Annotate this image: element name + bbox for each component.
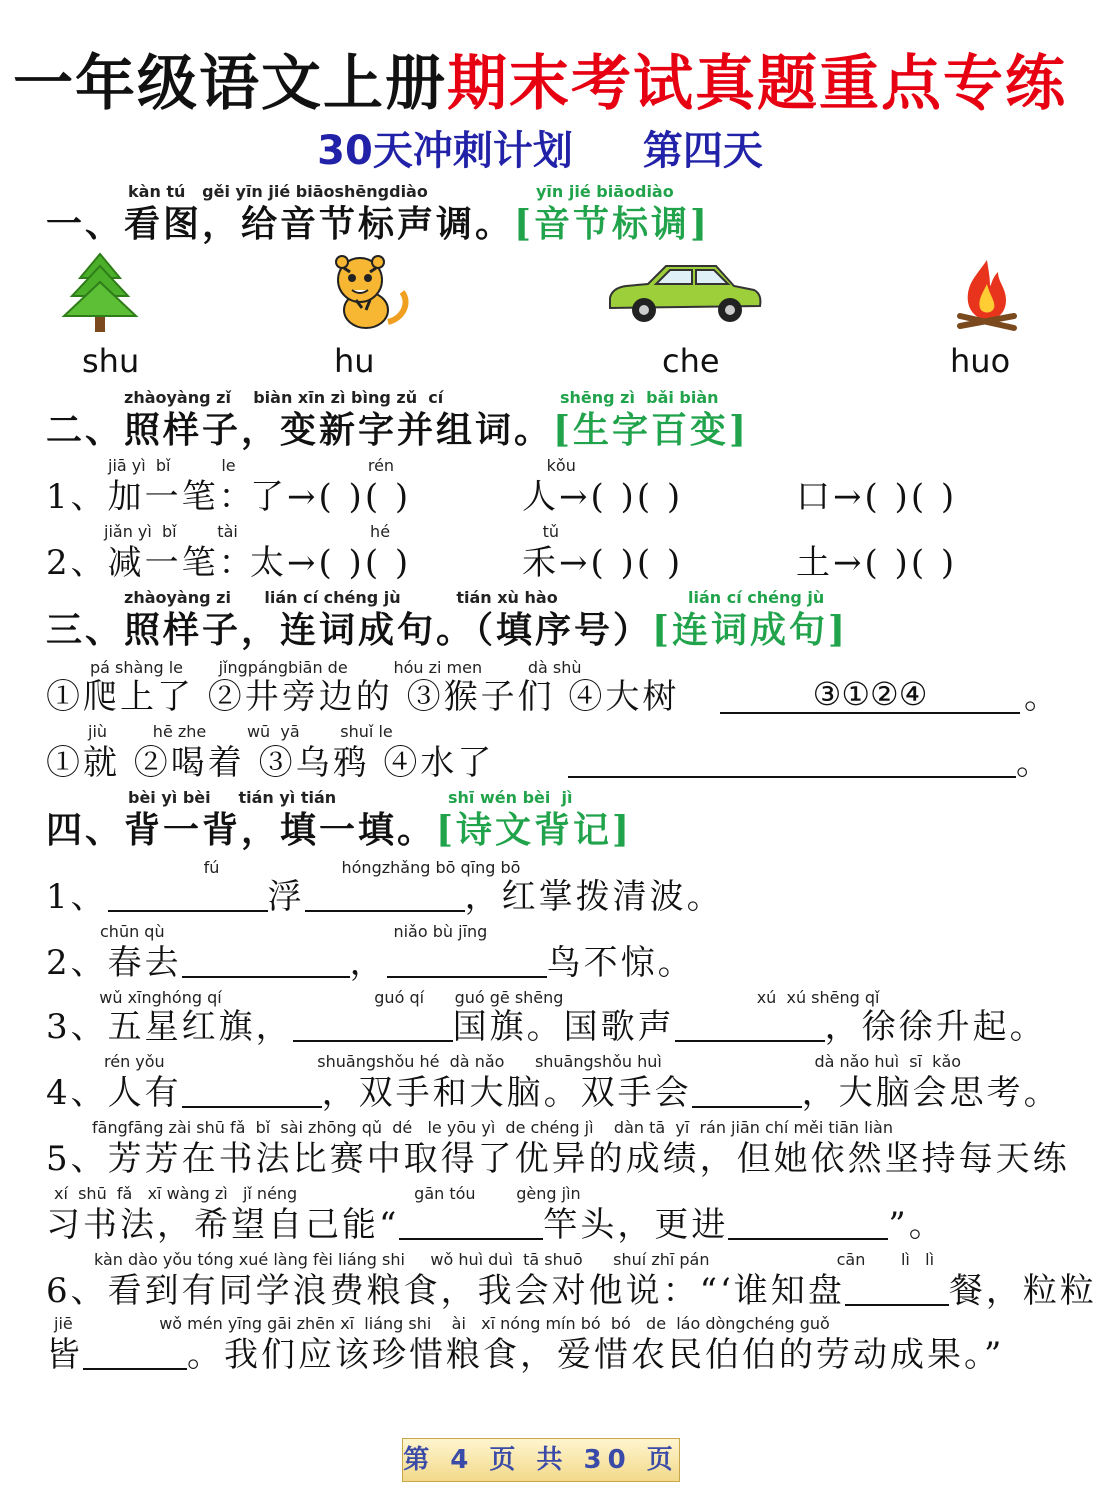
q6-part: 。我们应该珍惜粮食，爱惜农民伯伯的劳动成果。” bbox=[187, 1335, 1005, 1375]
sec3-row2-answer-blank[interactable] bbox=[568, 742, 1016, 778]
q3-line bbox=[46, 1006, 1047, 1048]
sec2-heading-text: 二、照样子，变新字并组词。 bbox=[46, 409, 554, 451]
q3-part: 3、五星红旗， bbox=[46, 1007, 293, 1047]
q5-blank[interactable] bbox=[728, 1204, 888, 1240]
sec2-heading bbox=[46, 408, 749, 452]
sec3-row2-end: 。 bbox=[1016, 743, 1053, 783]
q6-pinyin: kàn dào yǒu tóng xué làng fèi liáng shi wǒ huì duì tā shuō shuí zhī pán cān lì lì bbox=[94, 1250, 935, 1269]
q6-blank[interactable] bbox=[83, 1334, 187, 1370]
q6-line-2 bbox=[46, 1334, 1004, 1376]
sec3-row2-pinyin: jiù hē zhe wū yā shuǐ le bbox=[88, 722, 393, 741]
q4-blank[interactable] bbox=[692, 1072, 802, 1108]
q2-pinyin: chūn qù niǎo bù jīng bbox=[100, 922, 488, 941]
word-che: che bbox=[662, 342, 720, 380]
subtitle-plan: 30天冲刺计划 bbox=[317, 128, 573, 174]
page-subtitle bbox=[0, 124, 1080, 178]
tree-icon bbox=[62, 252, 138, 334]
sec1-heading-text: 一、看图，给音节标声调。 bbox=[46, 203, 515, 245]
q5-line-2 bbox=[46, 1204, 946, 1246]
q4-part: 4、人有 bbox=[46, 1073, 182, 1113]
sec3-row1-end: 。 bbox=[1024, 677, 1061, 717]
q5-part: 竿头，更进 bbox=[543, 1205, 729, 1245]
q4-blank[interactable] bbox=[182, 1072, 322, 1108]
q6-blank[interactable] bbox=[845, 1270, 949, 1306]
q2-line bbox=[46, 942, 695, 984]
q2-blank[interactable] bbox=[182, 942, 350, 978]
q6-part: 餐，粒粒 bbox=[948, 1271, 1097, 1311]
sec2-pinyin: zhàoyàng zǐ biàn xīn zì bìng zǔ cí bbox=[124, 388, 444, 407]
q4-pinyin: rén yǒu shuāngshǒu hé dà nǎo shuāngshǒu huì dà nǎo huì sī kǎo bbox=[104, 1052, 962, 1071]
q3-blank[interactable] bbox=[675, 1006, 825, 1042]
q6-part: 6、看到有同学浪费粮食，我会对他说：“‘谁知盘 bbox=[46, 1271, 845, 1311]
q3-pinyin: wǔ xīnghóng qí guó qí guó gē shēng xú xú shēng qǐ bbox=[84, 988, 880, 1007]
q5-line: 5、芳芳在书法比赛中取得了优异的成绩，但她依然坚持每天练 bbox=[46, 1139, 1070, 1179]
car-icon bbox=[604, 258, 764, 328]
sec2-row1-label: 1、加一笔： bbox=[46, 477, 256, 517]
word-shu: shu bbox=[82, 342, 140, 380]
q4-line bbox=[46, 1072, 1061, 1114]
q5-part: ”。 bbox=[888, 1205, 946, 1245]
sec1-tag-pinyin: yīn jié biāodiào bbox=[536, 182, 674, 201]
q1-blank[interactable] bbox=[108, 876, 268, 912]
sec3-pinyin: zhàoyàng zi lián cí chéng jù tián xù hào bbox=[124, 588, 558, 607]
q1-part: ，红掌拨清波。 bbox=[464, 877, 724, 917]
title-red: 期末考试真题重点专练 bbox=[447, 49, 1067, 119]
sec2-tag: [生字百变] bbox=[553, 409, 750, 451]
sec3-row1-answer: ③①②④ bbox=[720, 676, 1020, 714]
sec3-row1-pinyin: pá shàng le jǐngpángbiān de hóu zi men dà shù bbox=[90, 658, 582, 677]
q3-blank[interactable] bbox=[293, 1006, 453, 1042]
sec3-row2-text: ①就 ②喝着 ③乌鸦 ④水了 bbox=[46, 743, 495, 783]
sec4-tag: [诗文背记] bbox=[436, 809, 633, 851]
sec1-tag: [音节标调] bbox=[514, 203, 711, 245]
sec2-row1-item: 了→( )( ) bbox=[250, 477, 412, 517]
q4-part: ，双手和大脑。双手会 bbox=[321, 1073, 692, 1113]
page-number-badge: 第 4 页 共 30 页 bbox=[402, 1438, 680, 1482]
fire-icon bbox=[956, 256, 1018, 332]
sec3-tag: [连词成句] bbox=[652, 609, 849, 651]
q6-part: 皆 bbox=[46, 1335, 83, 1375]
word-hu: hu bbox=[334, 342, 375, 380]
q6-line bbox=[46, 1270, 1097, 1312]
sec2-row2-item: 禾→( )( ) bbox=[522, 543, 684, 583]
q1-pinyin: fú hóngzhǎng bō qīng bō bbox=[46, 858, 521, 877]
tiger-icon bbox=[326, 252, 412, 332]
q1-line bbox=[46, 876, 724, 918]
q5-blank[interactable] bbox=[399, 1204, 543, 1240]
q1-blank[interactable] bbox=[305, 876, 465, 912]
q2-part: ， bbox=[349, 943, 387, 983]
sec1-pinyin: kàn tú gěi yīn jié biāoshēngdiào bbox=[128, 182, 428, 201]
q2-blank[interactable] bbox=[387, 942, 547, 978]
sec3-row1-text: ①爬上了 ②井旁边的 ③猴子们 ④大树 bbox=[46, 677, 680, 717]
sec3-heading-text: 三、照样子，连词成句。（填序号） bbox=[46, 609, 653, 651]
sec4-heading bbox=[46, 808, 632, 852]
q1-part: 浮 bbox=[267, 877, 305, 917]
sec2-row2-label: 2、减一笔： bbox=[46, 543, 256, 583]
q6-pinyin-2: jiē wǒ mén yīng gāi zhēn xī liáng shi ài xī nóng mín bó bó de láo dòngchéng guǒ bbox=[54, 1314, 830, 1333]
sec2-row2-item: 太→( )( ) bbox=[250, 543, 412, 583]
q5-pinyin: fāngfāng zài shū fǎ bǐ sài zhōng qǔ dé le yōu yì de chéng jì dàn tā yī rán jiān chí měi tiān liàn bbox=[92, 1118, 893, 1137]
sec2-row2-pinyin: jiǎn yì bǐ tài hé tǔ bbox=[104, 522, 560, 541]
sec1-heading bbox=[46, 202, 710, 246]
sec2-tag-pinyin: shēng zì bǎi biàn bbox=[560, 388, 719, 407]
q2-part: 鸟不惊。 bbox=[546, 943, 695, 983]
sec2-row1-item: 人→( )( ) bbox=[522, 477, 684, 517]
q3-part: 国旗。国歌声 bbox=[452, 1007, 675, 1047]
sec2-row1-item: 口→( )( ) bbox=[796, 477, 958, 517]
sec2-row1-pinyin: jiā yì bǐ le rén kǒu bbox=[108, 456, 576, 475]
q1-part: 1、 bbox=[46, 877, 108, 917]
sec4-tag-pinyin: shī wén bèi jì bbox=[448, 788, 573, 807]
page-title bbox=[0, 48, 1080, 120]
q5-pinyin-2: xí shū fǎ xī wàng zì jǐ néng gān tóu gèng jìn bbox=[54, 1184, 581, 1203]
q5-part: 习书法，希望自己能“ bbox=[46, 1205, 400, 1245]
q4-part: ，大脑会思考。 bbox=[801, 1073, 1061, 1113]
sec3-tag-pinyin: lián cí chéng jù bbox=[688, 588, 825, 607]
sec3-heading bbox=[46, 608, 848, 652]
sec4-pinyin: bèi yì bèi tián yì tián bbox=[128, 788, 337, 807]
word-huo: huo bbox=[950, 342, 1011, 380]
title-black: 一年级语文上册 bbox=[13, 49, 447, 119]
sec2-row2-item: 土→( )( ) bbox=[796, 543, 958, 583]
q3-part: ，徐徐升起。 bbox=[824, 1007, 1047, 1047]
q2-part: 2、春去 bbox=[46, 943, 182, 983]
subtitle-day: 第四天 bbox=[642, 128, 763, 174]
sec4-heading-text: 四、背一背，填一填。 bbox=[46, 809, 437, 851]
